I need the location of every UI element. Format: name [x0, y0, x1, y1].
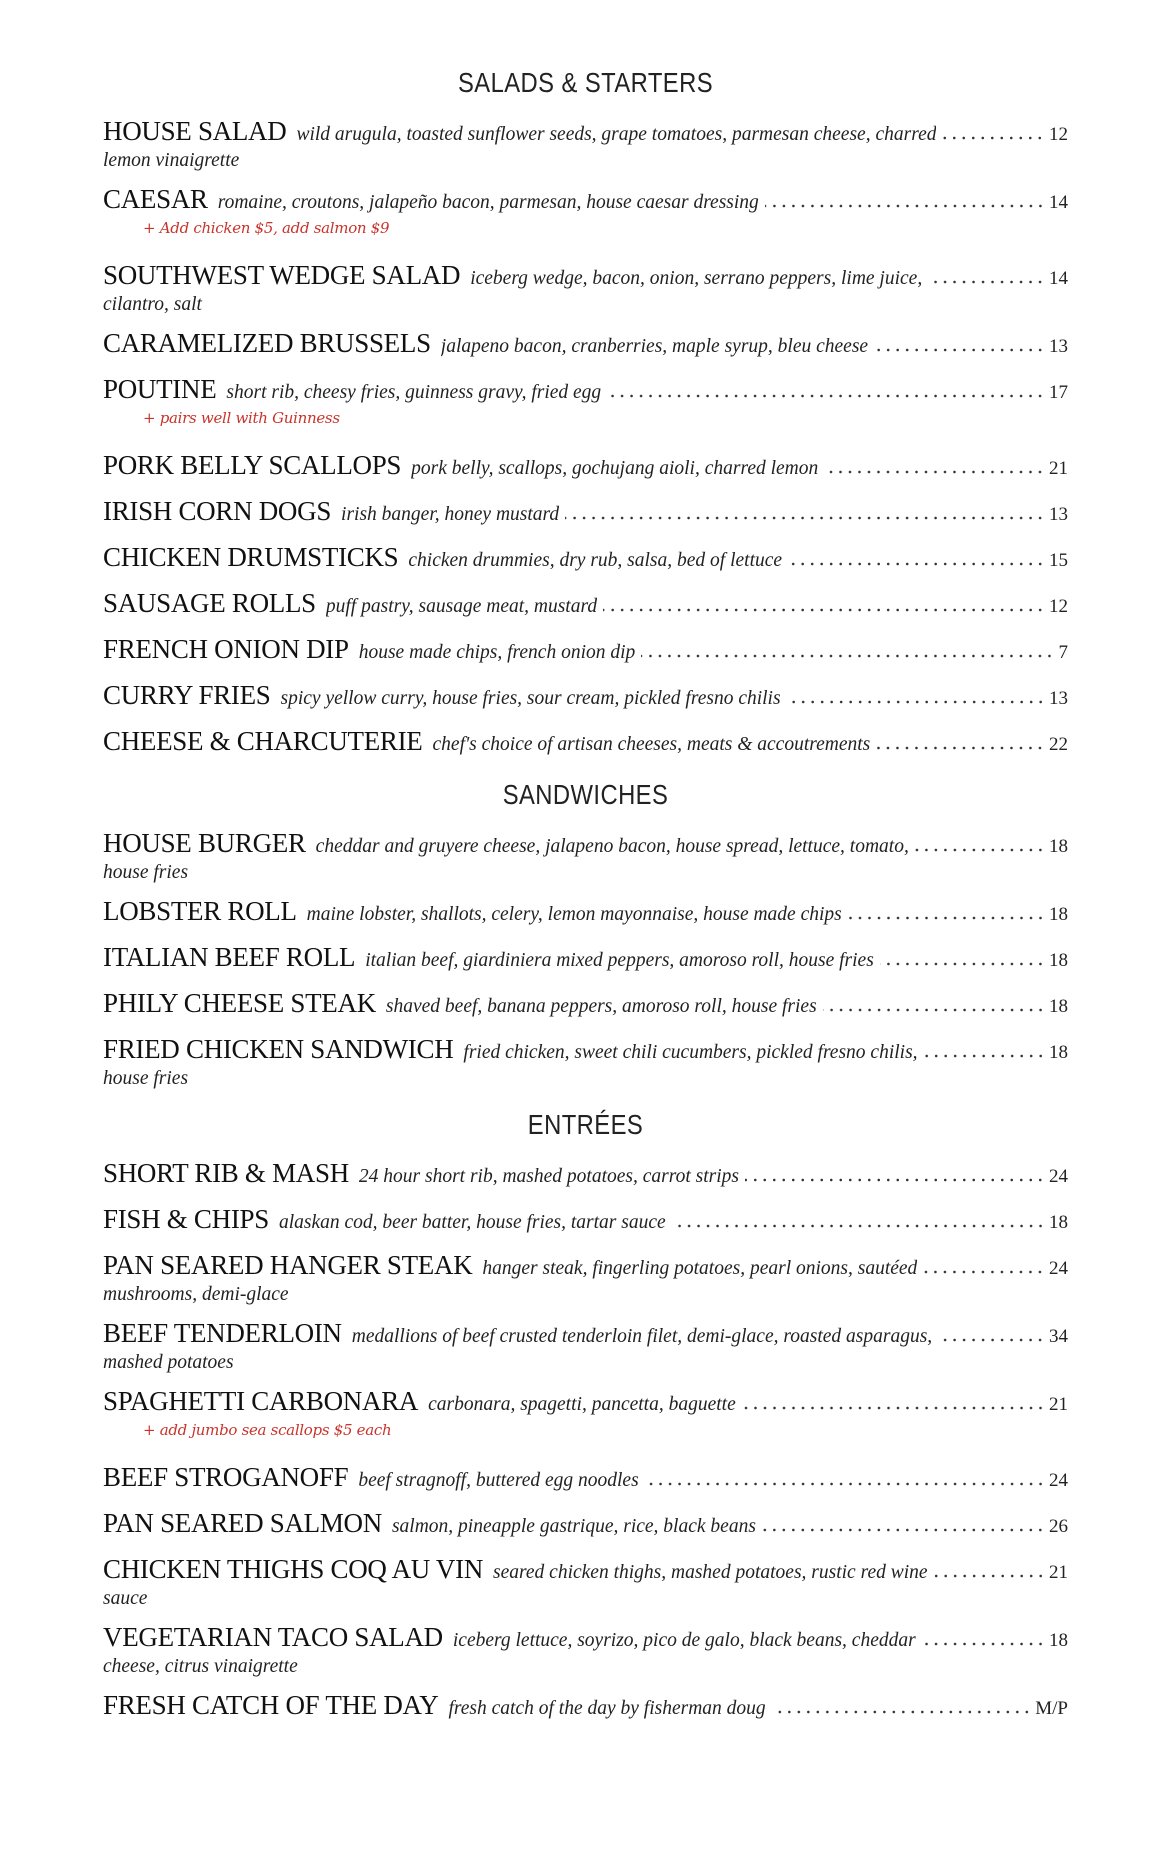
menu-item-row [103, 366, 1068, 412]
item-description: carbonara, spagetti, pancetta, baguette [428, 1394, 736, 1415]
menu-item [103, 626, 1068, 672]
dot-leader [565, 515, 1045, 521]
menu-item-row [103, 1682, 1068, 1728]
menu-item [103, 1454, 1068, 1500]
item-price: 21 [1049, 1562, 1068, 1583]
item-description: shaved beef, banana peppers, amoroso roll, house fries [385, 996, 817, 1017]
item-name: SPAGHETTI CARBONARA [103, 1386, 419, 1416]
item-name: SOUTHWEST WEDGE SALAD [103, 260, 461, 290]
item-price: 24 [1049, 1166, 1068, 1187]
item-description: seared chicken thighs, mashed potatoes, rustic red wine [493, 1562, 928, 1583]
item-description: 24 hour short rib, mashed potatoes, carrot strips [358, 1166, 739, 1187]
item-price: 17 [1049, 382, 1068, 403]
item-description: iceberg lettuce, soyrizo, pico de galo, black beans, cheddar [452, 1630, 916, 1651]
item-price: 12 [1049, 124, 1068, 145]
menu-item-row [103, 718, 1068, 764]
menu-item-row [103, 820, 1068, 866]
item-name: BEEF STROGANOFF [103, 1462, 349, 1492]
item-description: fresh catch of the day by fisherman doug [448, 1698, 766, 1719]
item-name: BEEF TENDERLOIN [103, 1318, 342, 1348]
item-description-continued: lemon vinaigrette [103, 150, 240, 171]
menu-item-row [103, 1310, 1068, 1356]
item-price: 34 [1049, 1326, 1068, 1347]
item-price: 21 [1049, 458, 1068, 479]
menu-item [103, 580, 1068, 626]
item-description: irish banger, honey mustard [341, 504, 560, 525]
menu-item-row [103, 1454, 1068, 1500]
menu-item-row [103, 888, 1068, 934]
menu-item [103, 1196, 1068, 1242]
menu-item-row [103, 252, 1068, 298]
menu-item [103, 718, 1068, 764]
menu-item-row [103, 1500, 1068, 1546]
menu-item [103, 1546, 1068, 1614]
menu-item [103, 1242, 1068, 1310]
item-name: CAESAR [103, 184, 208, 214]
menu-item [103, 366, 1068, 442]
menu-item-row [103, 1378, 1068, 1424]
menu-item-row [103, 320, 1068, 366]
dot-leader [915, 847, 1045, 853]
menu-item [103, 1500, 1068, 1546]
dot-leader [938, 1337, 1045, 1343]
menu-section [103, 770, 1068, 1094]
item-price: 18 [1049, 1042, 1068, 1063]
dot-leader [874, 347, 1045, 353]
item-description: short rib, cheesy fries, guinness gravy, fried egg [226, 382, 602, 403]
item-name: PORK BELLY SCALLOPS [103, 450, 402, 480]
dot-leader [645, 1481, 1045, 1487]
item-price: 18 [1049, 996, 1068, 1017]
item-description-continued: house fries [103, 1068, 189, 1089]
menu-item-row [103, 980, 1068, 1026]
menu-item-row [103, 176, 1068, 222]
item-name: CURRY FRIES [103, 680, 271, 710]
menu-item-row [103, 672, 1068, 718]
item-price: 21 [1049, 1394, 1068, 1415]
menu-item [103, 820, 1068, 888]
item-description: pork belly, scallops, gochujang aioli, charred lemon [411, 458, 819, 479]
menu-section [103, 1100, 1068, 1728]
item-price: 22 [1049, 734, 1068, 755]
item-price: 26 [1049, 1516, 1068, 1537]
item-name: CHICKEN DRUMSTICKS [103, 542, 399, 572]
dot-leader [823, 1007, 1045, 1013]
dot-leader [772, 1709, 1032, 1715]
item-description: hanger steak, fingerling potatoes, pearl onions, sautéed [482, 1258, 918, 1279]
item-price: 13 [1049, 688, 1068, 709]
menu-item [103, 252, 1068, 320]
item-name: PAN SEARED SALMON [103, 1508, 382, 1538]
item-description: salmon, pineapple gastrique, rice, black beans [391, 1516, 756, 1537]
dot-leader [922, 1641, 1045, 1647]
menu-item [103, 488, 1068, 534]
item-name: VEGETARIAN TACO SALAD [103, 1622, 443, 1652]
dot-leader [788, 561, 1045, 567]
item-description: chef's choice of artisan cheeses, meats & accoutrements [432, 734, 871, 755]
item-price: 18 [1049, 836, 1068, 857]
dot-leader [848, 915, 1045, 921]
menu-item-row [103, 626, 1068, 672]
item-name: PHILY CHEESE STEAK [103, 988, 376, 1018]
dot-leader [765, 203, 1045, 209]
item-name: FRENCH ONION DIP [103, 634, 349, 664]
item-description: wild arugula, toasted sunflower seeds, grape tomatoes, parmesan cheese, charred [296, 124, 937, 145]
item-description: alaskan cod, beer batter, house fries, tartar sauce [278, 1212, 666, 1233]
menu-item-row [103, 534, 1068, 580]
item-description: iceberg wedge, bacon, onion, serrano peppers, lime juice, [470, 268, 923, 289]
dot-leader [641, 653, 1054, 659]
dot-leader [745, 1177, 1045, 1183]
menu-item-row [103, 1242, 1068, 1288]
item-name: POUTINE [103, 374, 217, 404]
item-price: 24 [1049, 1258, 1068, 1279]
menu-item [103, 1026, 1068, 1094]
menu-item [103, 176, 1068, 252]
dot-leader [876, 745, 1045, 751]
menu-item-row [103, 934, 1068, 980]
dot-leader [880, 961, 1045, 967]
item-price: 12 [1049, 596, 1068, 617]
item-name: CHICKEN THIGHS COQ AU VIN [103, 1554, 484, 1584]
item-description: beef stragnoff, buttered egg noodles [358, 1470, 639, 1491]
item-description-continued: mashed potatoes [103, 1352, 234, 1373]
dot-leader [787, 699, 1045, 705]
menu-item-row [103, 1614, 1068, 1660]
menu-item-row [103, 1150, 1068, 1196]
item-name: HOUSE SALAD [103, 116, 287, 146]
item-name: SHORT RIB & MASH [103, 1158, 349, 1188]
item-description: cheddar and gruyere cheese, jalapeno bacon, house spread, lettuce, tomato, [315, 836, 909, 857]
item-description: romaine, croutons, jalapeño bacon, parmesan, house caesar dressing [217, 192, 759, 213]
dot-leader [923, 1269, 1045, 1275]
item-price: 18 [1049, 1630, 1068, 1651]
item-price: M/P [1035, 1698, 1068, 1719]
dot-leader [942, 135, 1045, 141]
dot-leader [672, 1223, 1045, 1229]
item-price: 18 [1049, 950, 1068, 971]
menu-item-row [103, 1026, 1068, 1072]
item-price: 14 [1049, 192, 1068, 213]
item-description-continued: cheese, citrus vinaigrette [103, 1656, 298, 1677]
item-description: italian beef, giardiniera mixed peppers, amoroso roll, house fries [365, 950, 874, 971]
menu-item-row [103, 580, 1068, 626]
item-description-continued: sauce [103, 1588, 148, 1609]
item-name: FRIED CHICKEN SANDWICH [103, 1034, 454, 1064]
dot-leader [742, 1405, 1045, 1411]
item-description: chicken drummies, dry rub, salsa, bed of lettuce [408, 550, 783, 571]
item-description-continued: cilantro, salt [103, 294, 202, 315]
dot-leader [928, 279, 1045, 285]
menu-item [103, 534, 1068, 580]
item-name: CHEESE & CHARCUTERIE [103, 726, 423, 756]
menu-item-row [103, 1196, 1068, 1242]
item-name: FRESH CATCH OF THE DAY [103, 1690, 439, 1720]
item-price: 18 [1049, 1212, 1068, 1233]
menu [103, 58, 1068, 1728]
item-name: CARAMELIZED BRUSSELS [103, 328, 431, 358]
section-title: ENTRÉES [527, 1109, 644, 1140]
item-name: ITALIAN BEEF ROLL [103, 942, 356, 972]
item-description: jalapeno bacon, cranberries, maple syrup, bleu cheese [440, 336, 869, 357]
dot-leader [762, 1527, 1045, 1533]
item-price: 13 [1049, 504, 1068, 525]
menu-item [103, 442, 1068, 488]
dot-leader [824, 469, 1045, 475]
menu-section [103, 58, 1068, 764]
item-description: fried chicken, sweet chili cucumbers, pickled fresno chilis, [463, 1042, 918, 1063]
dot-leader [924, 1053, 1045, 1059]
dot-leader [607, 393, 1045, 399]
menu-item [103, 1614, 1068, 1682]
menu-item-row [103, 108, 1068, 154]
item-price: 13 [1049, 336, 1068, 357]
menu-item [103, 672, 1068, 718]
item-price: 7 [1058, 642, 1068, 663]
item-description-continued: mushrooms, demi-glace [103, 1284, 289, 1305]
item-description-continued: house fries [103, 862, 189, 883]
item-description: puff pastry, sausage meat, mustard [325, 596, 598, 617]
menu-item [103, 1378, 1068, 1454]
menu-item [103, 888, 1068, 934]
item-addon-note: + add jumbo sea scallops $5 each [143, 1421, 392, 1439]
item-name: IRISH CORN DOGS [103, 496, 332, 526]
item-price: 15 [1049, 550, 1068, 571]
item-price: 18 [1049, 904, 1068, 925]
item-description: maine lobster, shallots, celery, lemon mayonnaise, house made chips [306, 904, 842, 925]
item-addon-note: + Add chicken $5, add salmon $9 [143, 219, 390, 237]
item-description: house made chips, french onion dip [358, 642, 636, 663]
item-name: PAN SEARED HANGER STEAK [103, 1250, 473, 1280]
menu-item-row [103, 488, 1068, 534]
item-name: SAUSAGE ROLLS [103, 588, 316, 618]
item-name: HOUSE BURGER [103, 828, 306, 858]
item-description: spicy yellow curry, house fries, sour cream, pickled fresno chilis [280, 688, 781, 709]
section-title: SANDWICHES [502, 779, 669, 810]
item-addon-note: + pairs well with Guinness [143, 409, 340, 427]
menu-item-row [103, 442, 1068, 488]
menu-item [103, 1682, 1068, 1728]
dot-leader [934, 1573, 1045, 1579]
dot-leader [603, 607, 1045, 613]
menu-item [103, 980, 1068, 1026]
menu-item [103, 934, 1068, 980]
menu-item-row [103, 1546, 1068, 1592]
menu-item [103, 108, 1068, 176]
section-title: SALADS & STARTERS [458, 67, 713, 98]
item-price: 24 [1049, 1470, 1068, 1491]
item-price: 14 [1049, 268, 1068, 289]
item-description: medallions of beef crusted tenderloin filet, demi-glace, roasted asparagus, [351, 1326, 933, 1347]
item-name: FISH & CHIPS [103, 1204, 269, 1234]
menu-item [103, 320, 1068, 366]
menu-item [103, 1310, 1068, 1378]
menu-item [103, 1150, 1068, 1196]
item-name: LOBSTER ROLL [103, 896, 297, 926]
